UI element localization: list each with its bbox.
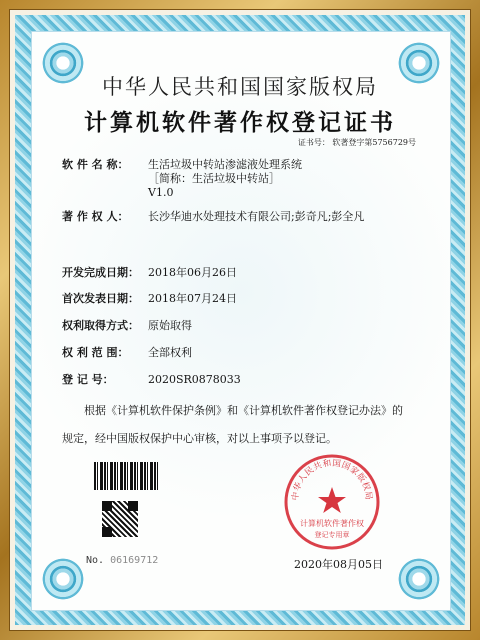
corner-rosette: [396, 556, 442, 602]
corner-rosette: [40, 556, 86, 602]
software-version: V1.0: [148, 186, 174, 199]
software-name-row: [62, 158, 302, 200]
seal-arc-text: 中华人民共和国国家版权局: [290, 458, 374, 501]
seal-line-2: 登记专用章: [314, 531, 350, 539]
dev-date-value: 2018年06月26日: [148, 266, 237, 279]
issuing-authority: 中华人民共和国国家版权局: [102, 75, 378, 99]
serial-number: [86, 555, 158, 566]
certificate-title: 计算机软件著作权登记证书: [84, 109, 396, 136]
dev-date-label: 开发完成日期：: [62, 266, 139, 279]
software-name-value: [148, 158, 302, 200]
pub-date-row: [62, 292, 237, 306]
acquisition-row: [62, 319, 192, 333]
software-name-label: 软 件 名 称：: [62, 158, 129, 171]
registration-label: 登 记 号：: [62, 373, 114, 386]
seal-star-icon: [318, 487, 346, 513]
serial-number-label: No.: [86, 555, 105, 566]
pub-date-value: 2018年07月24日: [148, 292, 237, 305]
scope-label: 权 利 范 围：: [62, 346, 129, 359]
owner-row: [62, 210, 364, 224]
acquisition-label: 权利取得方式：: [62, 319, 139, 332]
registration-value: 2020SR0878033: [148, 373, 241, 386]
acquisition-value: 原始取得: [148, 319, 192, 332]
statement-line-2: 规定，经中国版权保护中心审核，对以上事项予以登记。: [62, 432, 337, 445]
certificate-number: 证书号： 软著登字第5756729号: [297, 138, 416, 147]
scope-value: 全部权利: [148, 346, 192, 359]
registration-row: [62, 373, 241, 387]
software-name: 生活垃圾中转站渗滤液处理系统: [148, 158, 302, 171]
owner-label: 著 作 权 人：: [62, 210, 129, 223]
scope-row: [62, 346, 192, 360]
serial-number-value: 06169712: [110, 555, 159, 566]
official-seal: [282, 452, 382, 552]
owner-value: 长沙华迪水处理技术有限公司;彭奇凡;彭全凡: [148, 210, 365, 223]
statement-line-1: 根据《计算机软件保护条例》和《计算机软件著作权登记办法》的: [84, 404, 403, 417]
dev-date-row: [62, 266, 237, 280]
qr-code: [101, 500, 139, 538]
barcode: [94, 462, 158, 490]
software-short-name: ［简称：生活垃圾中转站］: [148, 172, 280, 185]
seal-line-1: 计算机软件著作权: [300, 519, 364, 528]
pub-date-label: 首次发表日期：: [62, 292, 139, 305]
issue-date: 2020年08月05日: [294, 558, 383, 571]
